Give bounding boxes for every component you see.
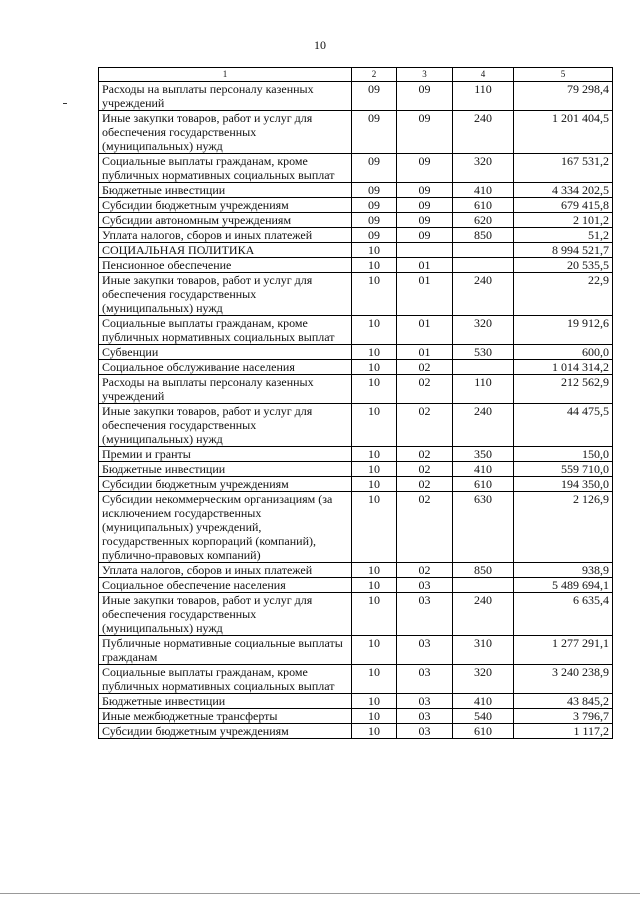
row-expense-kind: 320 [453,154,514,183]
row-expense-kind: 610 [453,198,514,213]
row-name: Бюджетные инвестиции [99,694,352,709]
row-name: Иные закупки товаров, работ и услуг для обеспечения государственных (муниципальных) нужд [99,593,352,636]
table-row [99,563,613,578]
row-expense-kind: 240 [453,404,514,447]
row-subsection: 09 [397,154,453,183]
table-row [99,111,613,154]
row-subsection: 02 [397,563,453,578]
row-amount: 6 635,4 [514,593,613,636]
row-name: Субсидии бюджетным учреждениям [99,477,352,492]
row-subsection: 01 [397,258,453,273]
table-row [99,228,613,243]
page-bottom-rule [0,893,640,894]
row-subsection: 01 [397,273,453,316]
row-section: 09 [352,198,397,213]
table-row [99,375,613,404]
row-section: 10 [352,258,397,273]
row-name: Пенсионное обеспечение [99,258,352,273]
row-expense-kind: 850 [453,228,514,243]
table-row [99,198,613,213]
row-name: Социальные выплаты гражданам, кроме публичных нормативных социальных выплат [99,665,352,694]
row-name: Субсидии автономным учреждениям [99,213,352,228]
row-subsection: 02 [397,447,453,462]
row-amount: 19 912,6 [514,316,613,345]
row-expense-kind: 310 [453,636,514,665]
row-name: Бюджетные инвестиции [99,183,352,198]
row-expense-kind: 610 [453,724,514,739]
row-subsection: 09 [397,198,453,213]
row-subsection: 02 [397,492,453,563]
table-row [99,447,613,462]
table-row [99,258,613,273]
row-amount: 1 201 404,5 [514,111,613,154]
row-amount: 43 845,2 [514,694,613,709]
row-expense-kind: 320 [453,665,514,694]
row-amount: 1 277 291,1 [514,636,613,665]
row-section: 10 [352,636,397,665]
table-row [99,724,613,739]
row-amount: 20 535,5 [514,258,613,273]
row-name: Субсидии бюджетным учреждениям [99,198,352,213]
row-amount: 3 240 238,9 [514,665,613,694]
row-expense-kind [453,258,514,273]
table-row [99,360,613,375]
row-section: 10 [352,243,397,258]
row-section: 09 [352,82,397,111]
table-row [99,694,613,709]
row-subsection: 03 [397,578,453,593]
row-expense-kind: 240 [453,111,514,154]
table-header-row [99,68,613,82]
header-col-expense-kind: 4 [453,68,514,82]
table-row [99,477,613,492]
row-amount: 22,9 [514,273,613,316]
row-section: 10 [352,375,397,404]
row-amount: 8 994 521,7 [514,243,613,258]
table-row [99,154,613,183]
table-row [99,82,613,111]
row-amount: 51,2 [514,228,613,243]
row-amount: 44 475,5 [514,404,613,447]
row-section: 10 [352,404,397,447]
page-number: 10 [314,38,326,52]
row-name: Публичные нормативные социальные выплаты гражданам [99,636,352,665]
row-name: Иные межбюджетные трансферты [99,709,352,724]
row-amount: 150,0 [514,447,613,462]
table-row [99,665,613,694]
row-section: 10 [352,578,397,593]
row-name: Иные закупки товаров, работ и услуг для обеспечения государственных (муниципальных) нужд [99,111,352,154]
row-name: Иные закупки товаров, работ и услуг для обеспечения государственных (муниципальных) нужд [99,404,352,447]
row-name: Уплата налогов, сборов и иных платежей [99,228,352,243]
row-name: Расходы на выплаты персоналу казенных учреждений [99,375,352,404]
row-subsection: 09 [397,111,453,154]
table-row [99,593,613,636]
row-subsection: 09 [397,213,453,228]
row-name: Социальное обеспечение населения [99,578,352,593]
row-expense-kind: 540 [453,709,514,724]
table-row [99,404,613,447]
row-expense-kind: 240 [453,273,514,316]
budget-table [98,67,613,739]
table-row [99,492,613,563]
row-amount: 167 531,2 [514,154,613,183]
row-subsection [397,243,453,258]
row-expense-kind: 410 [453,183,514,198]
row-name: Социальные выплаты гражданам, кроме публичных нормативных социальных выплат [99,154,352,183]
row-section: 10 [352,462,397,477]
row-expense-kind: 410 [453,694,514,709]
row-section: 10 [352,593,397,636]
row-section: 10 [352,316,397,345]
row-section: 10 [352,709,397,724]
row-expense-kind: 530 [453,345,514,360]
row-amount: 4 334 202,5 [514,183,613,198]
row-expense-kind: 850 [453,563,514,578]
row-subsection: 02 [397,360,453,375]
table-row [99,316,613,345]
row-name: Уплата налогов, сборов и иных платежей [99,563,352,578]
row-name: Субвенции [99,345,352,360]
row-section: 10 [352,477,397,492]
row-amount: 679 415,8 [514,198,613,213]
row-name: Социальные выплаты гражданам, кроме публичных нормативных социальных выплат [99,316,352,345]
row-subsection: 03 [397,665,453,694]
row-subsection: 02 [397,477,453,492]
row-expense-kind [453,360,514,375]
table-row [99,462,613,477]
row-section: 10 [352,345,397,360]
row-amount: 600,0 [514,345,613,360]
row-subsection: 03 [397,709,453,724]
table-row [99,273,613,316]
row-section: 10 [352,724,397,739]
header-col-subsection: 3 [397,68,453,82]
row-subsection: 03 [397,636,453,665]
row-amount: 559 710,0 [514,462,613,477]
margin-mark [63,103,67,104]
row-expense-kind: 110 [453,375,514,404]
table-row [99,345,613,360]
table-row [99,709,613,724]
row-section: 09 [352,154,397,183]
row-section: 10 [352,447,397,462]
row-subsection: 02 [397,404,453,447]
row-section: 10 [352,360,397,375]
row-expense-kind: 630 [453,492,514,563]
table-row [99,578,613,593]
row-amount: 3 796,7 [514,709,613,724]
header-col-name: 1 [99,68,352,82]
row-amount: 938,9 [514,563,613,578]
row-subsection: 02 [397,375,453,404]
row-expense-kind [453,578,514,593]
row-amount: 212 562,9 [514,375,613,404]
row-section: 10 [352,694,397,709]
row-amount: 5 489 694,1 [514,578,613,593]
row-expense-kind: 110 [453,82,514,111]
row-expense-kind [453,243,514,258]
row-section: 10 [352,665,397,694]
row-section: 09 [352,228,397,243]
row-name: Социальное обслуживание населения [99,360,352,375]
row-subsection: 01 [397,316,453,345]
header-col-amount: 5 [514,68,613,82]
row-subsection: 01 [397,345,453,360]
row-section: 09 [352,111,397,154]
row-expense-kind: 320 [453,316,514,345]
row-amount: 1 014 314,2 [514,360,613,375]
row-amount: 194 350,0 [514,477,613,492]
row-subsection: 09 [397,82,453,111]
row-section: 09 [352,213,397,228]
row-name: Бюджетные инвестиции [99,462,352,477]
row-expense-kind: 350 [453,447,514,462]
row-name: Иные закупки товаров, работ и услуг для обеспечения государственных (муниципальных) нужд [99,273,352,316]
row-name: Премии и гранты [99,447,352,462]
row-subsection: 03 [397,694,453,709]
table-row [99,213,613,228]
row-subsection: 03 [397,724,453,739]
row-subsection: 03 [397,593,453,636]
row-amount: 1 117,2 [514,724,613,739]
row-subsection: 09 [397,228,453,243]
row-amount: 2 126,9 [514,492,613,563]
row-expense-kind: 620 [453,213,514,228]
row-expense-kind: 240 [453,593,514,636]
row-subsection: 09 [397,183,453,198]
row-amount: 2 101,2 [514,213,613,228]
table-row [99,636,613,665]
table-body [99,82,613,739]
row-subsection: 02 [397,462,453,477]
row-section: 09 [352,183,397,198]
row-name: Субсидии некоммерческим организациям (за исключением государственных (муниципальных) учреждений, государственных корпораций (компаний), публично-правовых компаний) [99,492,352,563]
row-amount: 79 298,4 [514,82,613,111]
table-row [99,243,613,258]
row-name: Субсидии бюджетным учреждениям [99,724,352,739]
row-expense-kind: 410 [453,462,514,477]
table-row [99,183,613,198]
row-section: 10 [352,492,397,563]
row-section: 10 [352,563,397,578]
row-expense-kind: 610 [453,477,514,492]
row-name: Расходы на выплаты персоналу казенных учреждений [99,82,352,111]
row-name: СОЦИАЛЬНАЯ ПОЛИТИКА [99,243,352,258]
header-col-section: 2 [352,68,397,82]
row-section: 10 [352,273,397,316]
